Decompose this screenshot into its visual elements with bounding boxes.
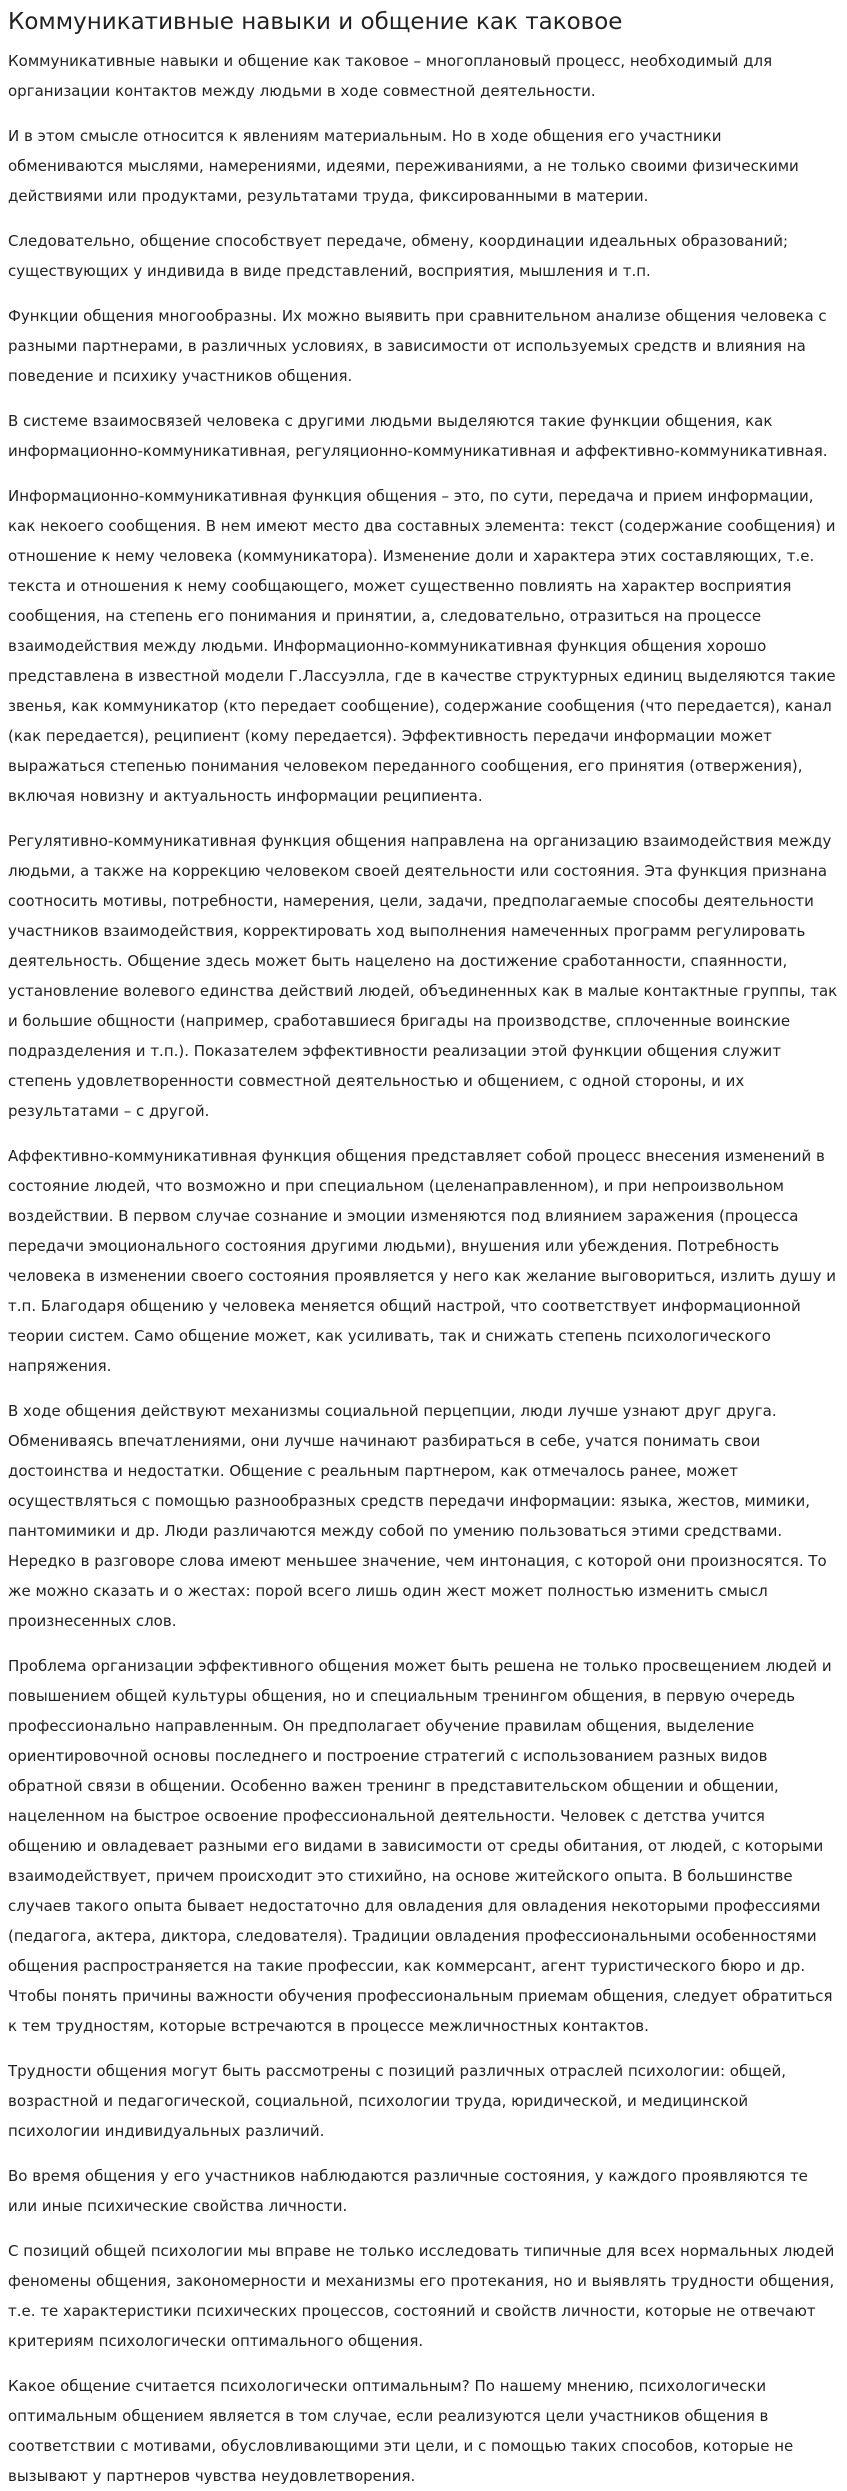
paragraph-11: Трудности общения могут быть рассмотрены с позиций различных отраслей психологии: общей, возрастной и педагогической, социальной, психологии труда, юридической, и медицинской психологии индивидуальных различий. (8, 2062, 787, 2140)
paragraph-5: В системе взаимосвязей человека с другими людьми выделяются такие функции общения, как информационно-коммуникативная, регуляционно-коммуникативная и аффективно-коммуникативная. (8, 412, 828, 460)
paragraph-7: Регулятивно-коммуникативная функция общения направлена на организацию взаимодействия между людьми, а также на коррекцию человеком своей деятельности или состояния. Эта функция признана соотносить мотивы, потребности, намерения, цели, задачи, предполагаемые способы деятельности участников взаимодействия, корректировать ход выполнения намеченных программ регулировать деятельность. Общение здесь может быть нацелено на достижение сработанности, спаянности, установление волевого единства действий людей, объединенных как в малые контактные группы, так и большие общности (например, сработавшиеся бригады на производстве, сплоченные воинские подразделения и т.п.). Показателем эффективности реализации этой функции общения служит степень удовлетворенности совместной деятельностью и общением, с одной стороны, и их результатами – с другой. (8, 832, 838, 1120)
paragraph-1: Коммуникативные навыки и общение как таковое – многоплановый процесс, необходимый для организации контактов между людьми в ходе совместной деятельности. (8, 52, 773, 100)
paragraph-6: Информационно-коммуникативная функция общения – это, по сути, передача и прием информации, как некоего сообщения. В нем имеют место два составных элемента: текст (содержание сообщения) и отношение к нему человека (коммуникатора). Изменение доли и характера этих составляющих, т.е. текста и отношения к нему сообщающего, может существенно повлиять на характер восприятия сообщения, на степень его понимания и принятии, а, следовательно, отразиться на процессе взаимодействия между людьми. Информационно-коммуникативная функция общения хорошо представлена в известной модели Г.Лассуэлла, где в качестве структурных единиц выделяются такие звенья, как коммуникатор (кто передает сообщение), содержание сообщения (что передается), канал (как передается), реципиент (кому передается). Эффективность передачи информации может выражаться степенью понимания человеком переданного сообщения, его принятия (отвержения), включая новизну и актуальность информации реципиента. (8, 487, 836, 805)
article-title: Коммуникативные навыки и общение как таковое (8, 9, 623, 35)
paragraph-3: Следовательно, общение способствует передаче, обмену, координации идеальных образований; существующих у индивида в виде представлений, восприятия, мышления и т.п. (8, 232, 789, 280)
paragraph-2: И в этом смысле относится к явлениям материальным. Но в ходе общения его участники обмениваются мыслями, намерениями, идеями, переживаниями, а не только своими физическими действиями или продуктами, результатами труда, фиксированными в материи. (8, 127, 799, 205)
paragraph-4: Функции общения многообразны. Их можно выявить при сравнительном анализе общения человека с разными партнерами, в различных условиях, в зависимости от используемых средств и влияния на поведение и психику участников общения. (8, 307, 827, 385)
paragraph-8: Аффективно-коммуникативная функция общения представляет собой процесс внесения изменений в состояние людей, что возможно и при специальном (целенаправленном), и при непроизвольном воздействии. В первом случае сознание и эмоции изменяются под влиянием заражения (процесса передачи эмоционального состояния другими людьми), внушения или убеждения. Потребность человека в изменении своего состояния проявляется у него как желание выговориться, излить душу и т.п. Благодаря общению у человека меняется общий настрой, что соответствует информационной теории систем. Само общение может, как усиливать, так и снижать степень психологического напряжения. (8, 1147, 837, 1375)
paragraph-12: Во время общения у его участников наблюдаются различные состояния, у каждого проявляются те или иные психические свойства личности. (8, 2167, 808, 2215)
paragraph-13: С позиций общей психологии мы вправе не только исследовать типичные для всех нормальных людей феномены общения, закономерности и механизмы его протекания, но и выявлять трудности общения, т.е. те характеристики психических процессов, состояний и свойств личности, которые не отвечают критериям психологически оптимального общения. (8, 2242, 835, 2350)
paragraph-9: В ходе общения действуют механизмы социальной перцепции, люди лучше узнают друг друга. Обмениваясь впечатлениями, они лучше начинают разбираться в себе, учатся понимать свои достоинства и недостатки. Общение с реальным партнером, как отмечалось ранее, может осуществляться с помощью разнообразных средств передачи информации: языка, жестов, мимики, пантомимики и др. Люди различаются между собой по умению пользоваться этими средствами. Нередко в разговоре слова имеют меньшее значение, чем интонация, с которой они произносятся. То же можно сказать и о жестах: порой всего лишь один жест может полностью изменить смысл произнесенных слов. (8, 1402, 827, 1630)
paragraph-14: Какое общение считается психологически оптимальным? По нашему мнению, психологически оптимальным общением является в том случае, если реализуются цели участников общения в соответствии с мотивами, обусловливающими эти цели, и с помощью таких способов, которые не вызывают у партнеров чувства неудовлетворения. (8, 2377, 794, 2485)
paragraph-10: Проблема организации эффективного общения может быть решена не только просвещением людей и повышением общей культуры общения, но и специальным тренингом общения, в первую очередь профессионально направленным. Он предполагает обучение правилам общения, выделение ориентировочной основы последнего и построение стратегий с использованием разных видов обратной связи в общении. Особенно важен тренинг в представительском общении и общении, нацеленном на быстрое освоение профессиональной деятельности. Человек с детства учится общению и овладевает разными его видами в зависимости от среды обитания, от людей, с которыми взаимодействует, причем происходит это стихийно, на основе житейского опыта. В большинстве случаев такого опыта бывает недостаточно для овладения для овладения некоторыми профессиями (педагога, актера, диктора, следователя). Традиции овладения профессиональными особенностями общения распространяется на такие профессии, как коммерсант, агент туристического бюро и др. Чтобы понять причины важности обучения профессиональным приемам общения, следует обратиться к тем трудностям, которые встречаются в процессе межличностных контактов. (8, 1657, 833, 2035)
